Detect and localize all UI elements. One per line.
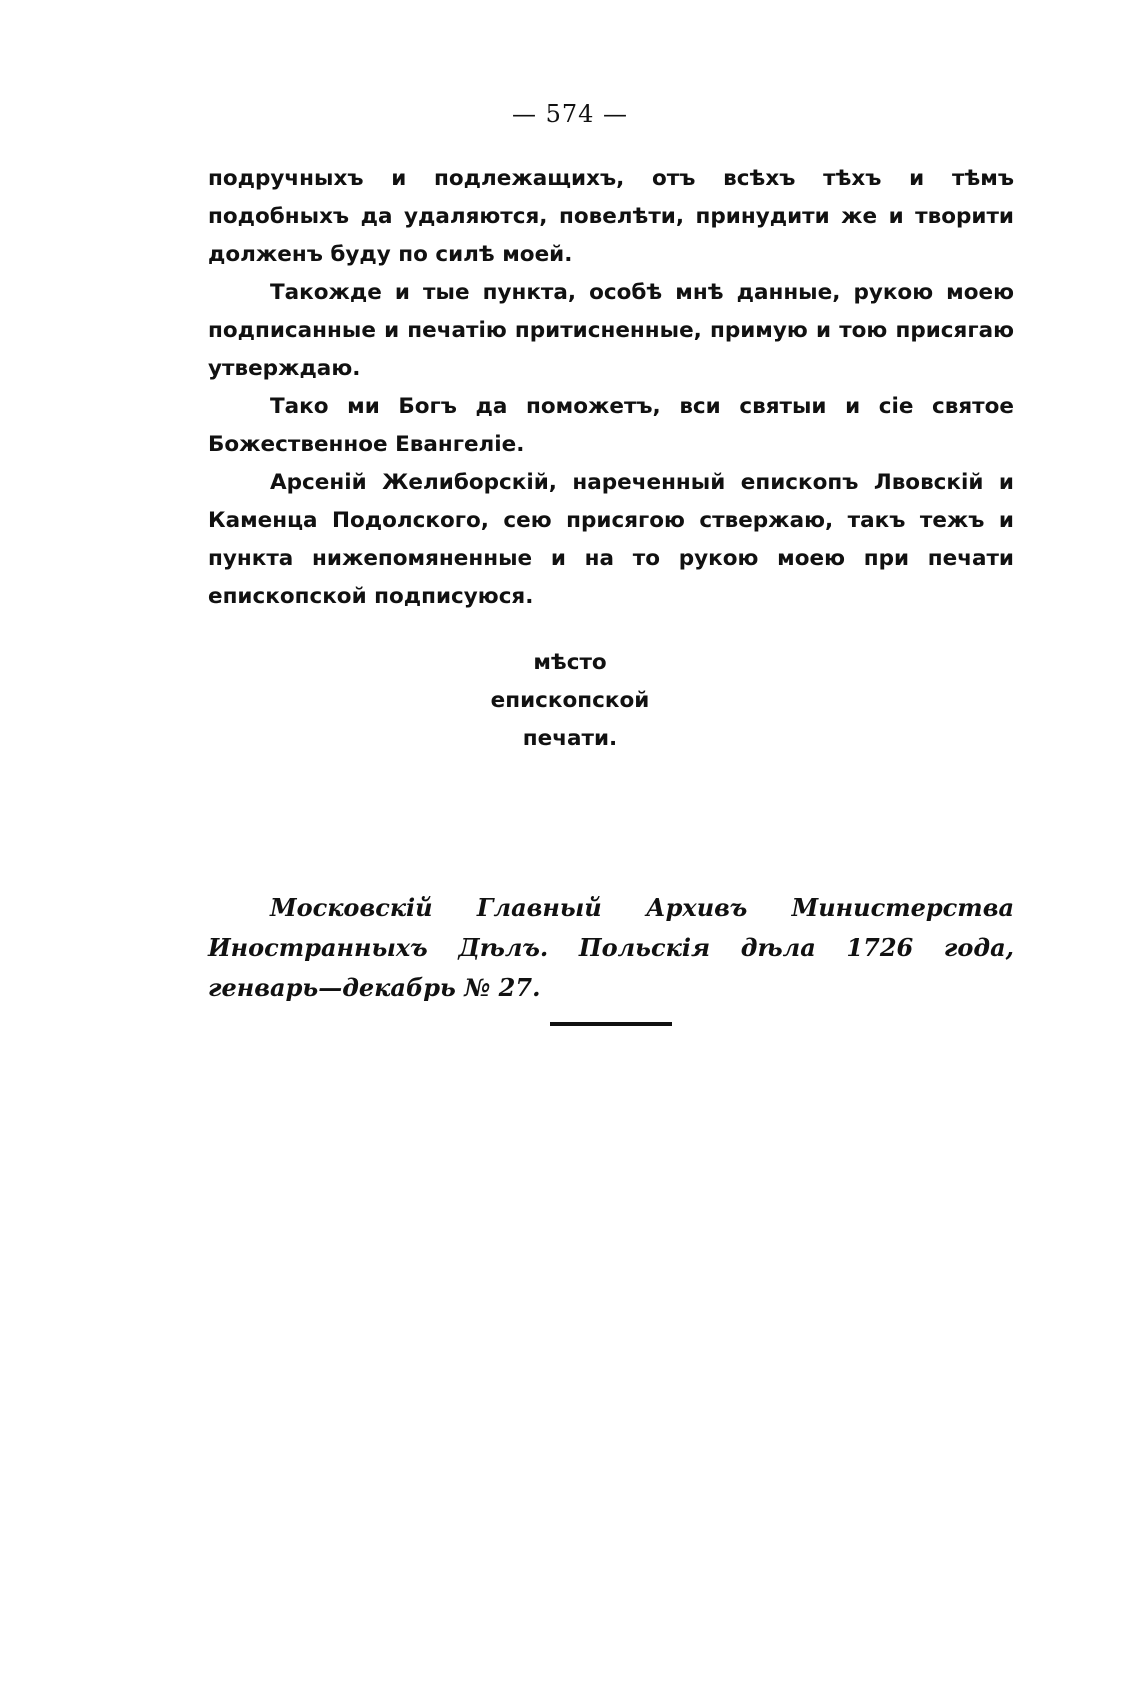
seal-placeholder <box>0 644 1140 758</box>
archive-source-note: Московскій Главный Архивъ Министерства Иностранныхъ Дѣлъ. Польскія дѣла 1726 года, генварь—декабрь № 27. <box>208 893 1014 1002</box>
seal-line-place: мѣсто <box>533 650 607 675</box>
seal-line-seal: печати. <box>522 726 618 751</box>
seal-line-episcopal: епископской <box>490 688 650 713</box>
paragraph-points: Такожде и тые пункта, особѣ мнѣ данные, рукою моею подписанные и печатію притисненные, примую и тою присягаю утверждаю. <box>208 280 1014 381</box>
section-divider <box>550 1022 672 1026</box>
paragraph-oath: Тако ми Богъ да поможетъ, вси святыи и сіе святое Божественное Евангеліе. <box>208 394 1014 457</box>
paragraph-signature: Арсеній Желиборскій, нареченный епископъ Лвовскій и Каменца Подолского, сею присягою ствержаю, такъ тежъ и пункта нижепомяненные и на то рукою моею при печати епископской подписуюся. <box>208 470 1014 609</box>
page-number: — 574 — <box>511 100 629 128</box>
document-body <box>208 160 1014 616</box>
paragraph-continuation: подручныхъ и подлежащихъ, отъ всѣхъ тѣхъ и тѣмъ подобныхъ да удаляются, повелѣти, принудити же и творити долженъ буду по силѣ моей. <box>208 166 1014 267</box>
